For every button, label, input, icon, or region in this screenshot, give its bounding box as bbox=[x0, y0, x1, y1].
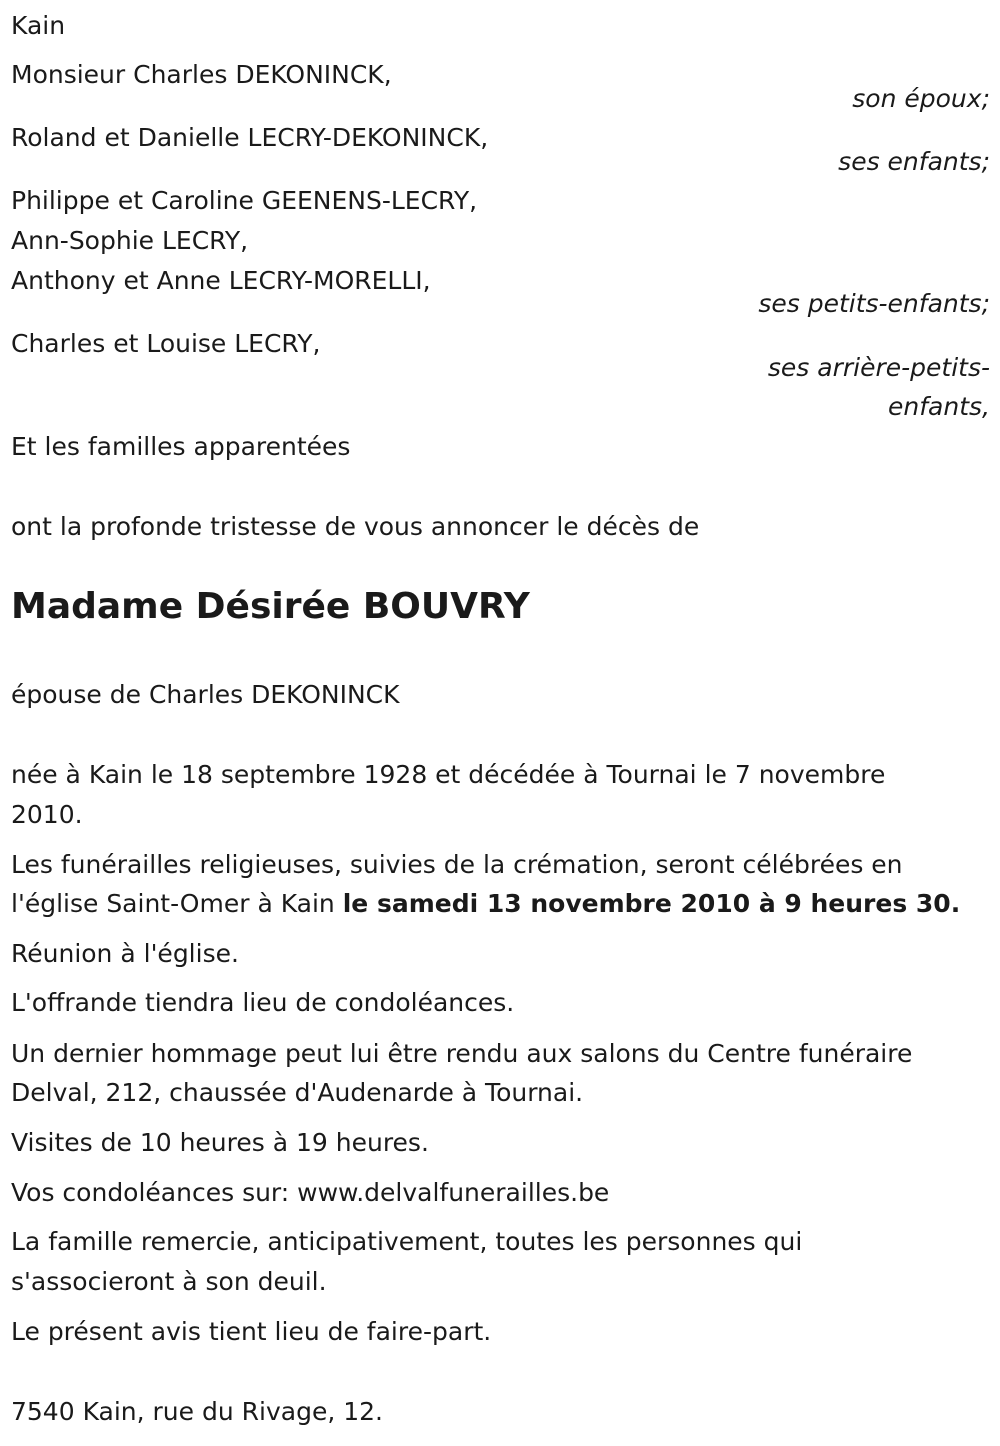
address-line: 7540 Kain, rue du Rivage, 12. bbox=[11, 1397, 383, 1426]
birth-death-line-1: née à Kain le 18 septembre 1928 et décédée à Tournai le 7 novembre bbox=[11, 760, 886, 789]
relatives-line: Et les familles apparentées bbox=[11, 432, 351, 461]
spouse-relation: son époux; bbox=[852, 84, 990, 113]
thanks-line-1: La famille remercie, anticipativement, toutes les personnes qui bbox=[11, 1227, 803, 1256]
grandchild-line-3: Anthony et Anne LECRY-MORELLI, bbox=[11, 266, 431, 295]
birth-death-line-2: 2010. bbox=[11, 800, 83, 829]
condolences-line bbox=[11, 1173, 989, 1213]
announcement-intro: ont la profonde tristesse de vous annoncer le décès de bbox=[11, 512, 700, 541]
condolences-label: Vos condoléances sur: bbox=[11, 1178, 298, 1207]
grandchild-line-1: Philippe et Caroline GEENENS-LECRY, bbox=[11, 186, 478, 215]
meeting-line: Réunion à l'église. bbox=[11, 939, 239, 968]
funeral-line-2 bbox=[11, 884, 989, 924]
great-grandchildren-relation-2: enfants, bbox=[888, 392, 990, 421]
children-relation: ses enfants; bbox=[838, 147, 990, 176]
grandchildren-relation: ses petits-enfants; bbox=[758, 289, 990, 318]
spouse-of-line: épouse de Charles DEKONINCK bbox=[11, 680, 400, 709]
notice-line: Le présent avis tient lieu de faire-part. bbox=[11, 1317, 492, 1346]
condolences-url[interactable]: www.delvalfunerailles.be bbox=[297, 1178, 610, 1207]
deceased-name: Madame Désirée BOUVRY bbox=[11, 586, 530, 627]
great-grandchildren-names: Charles et Louise LECRY, bbox=[11, 329, 321, 358]
grandchild-line-2: Ann-Sophie LECRY, bbox=[11, 226, 249, 255]
funeral-location: l'église Saint-Omer à Kain bbox=[11, 889, 343, 918]
visits-line: Visites de 10 heures à 19 heures. bbox=[11, 1128, 429, 1157]
offering-line: L'offrande tiendra lieu de condoléances. bbox=[11, 988, 515, 1017]
spouse-name: Monsieur Charles DEKONINCK, bbox=[11, 60, 392, 89]
funeral-line-1: Les funérailles religieuses, suivies de la crémation, seront célébrées en bbox=[11, 850, 903, 879]
funeral-date-time: le samedi 13 novembre 2010 à 9 heures 30. bbox=[342, 889, 961, 918]
tribute-line-1: Un dernier hommage peut lui être rendu aux salons du Centre funéraire bbox=[11, 1039, 913, 1068]
town-heading: Kain bbox=[11, 11, 66, 40]
children-names: Roland et Danielle LECRY-DEKONINCK, bbox=[11, 123, 489, 152]
thanks-line-2: s'associeront à son deuil. bbox=[11, 1267, 327, 1296]
tribute-line-2: Delval, 212, chaussée d'Audenarde à Tournai. bbox=[11, 1078, 584, 1107]
great-grandchildren-relation-1: ses arrière-petits- bbox=[767, 353, 990, 382]
